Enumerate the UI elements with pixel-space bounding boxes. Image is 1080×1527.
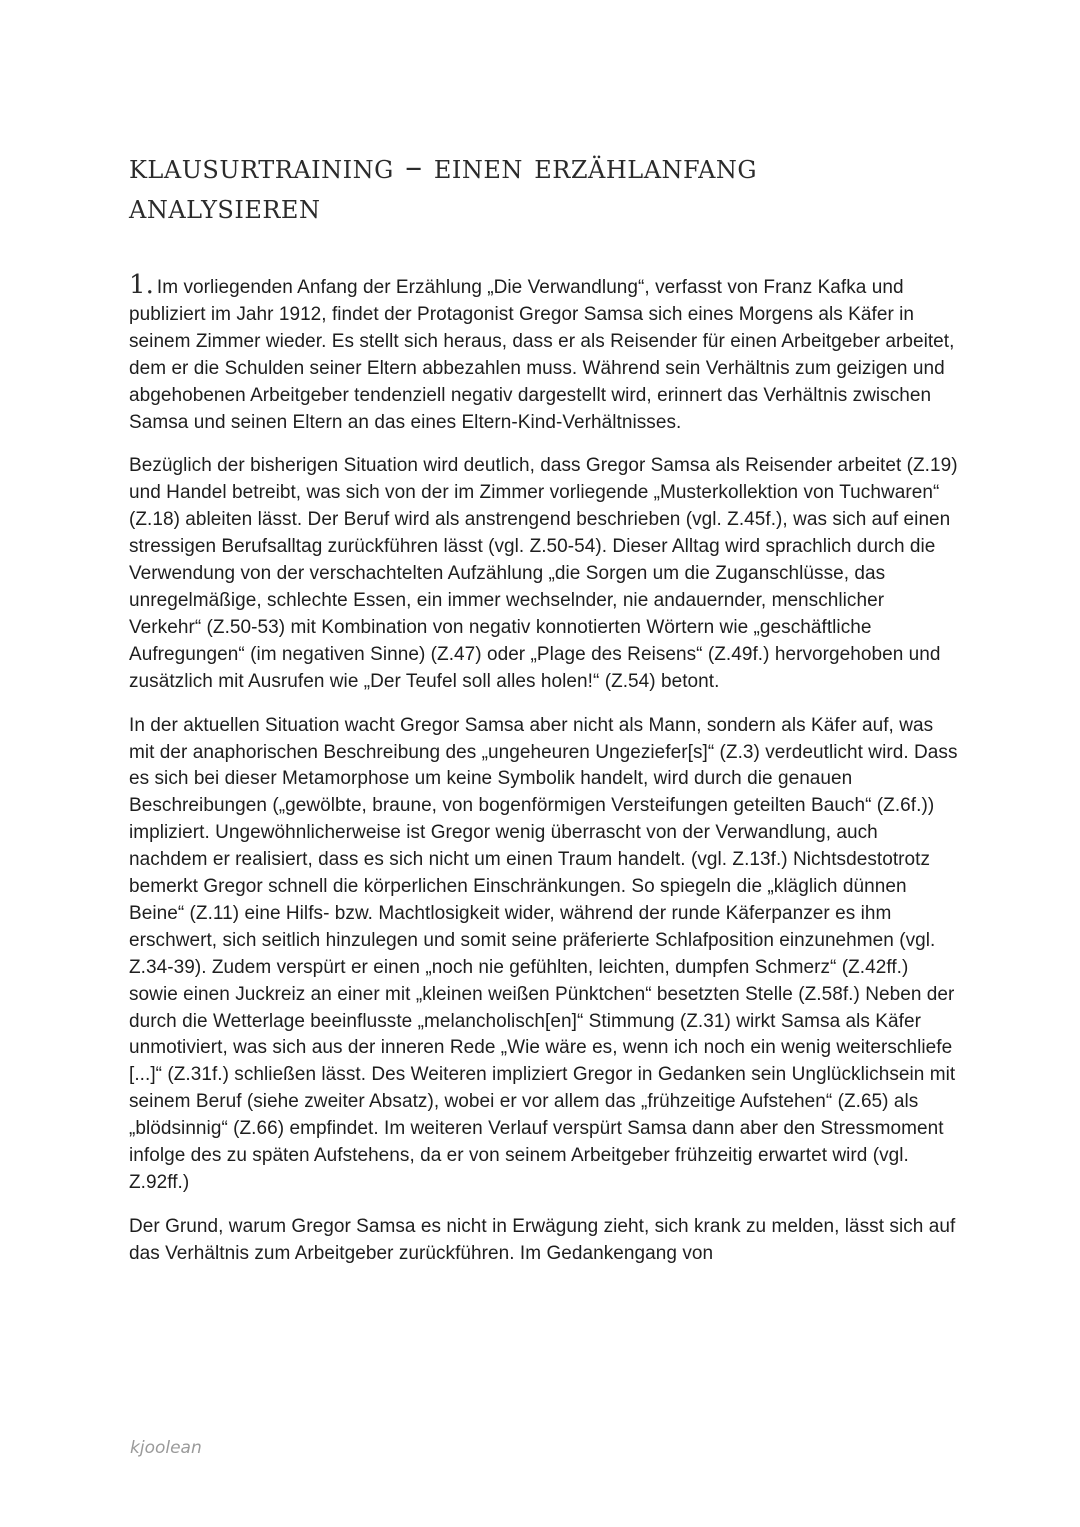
paragraph-3: In der aktuellen Situation wacht Gregor Samsa aber nicht als Mann, sondern als Käfer auf, was mit der anaphorischen Beschreibung des „ungeheuren Ungeziefer[s]“ (Z.3) verdeutlicht wird. Dass es sich bei dieser Metamorphose um keine Symbolik handelt, wird durch die genauen Beschreibungen („gewölbte, braune, von bogenförmigen Versteifungen geteilten Bauch“ (Z.6f.)) impliziert. Ungewöhnlicherweise ist Gregor wenig überrascht von der Verwandlung, auch nachdem er realisiert, dass es sich nicht um einen Traum handelt. (vgl. Z.13f.) Nichtsdestotrotz bemerkt Gregor schnell die körperlichen Einschränkungen. So spiegeln die „kläglich dünnen Beine“ (Z.11) eine Hilfs- bzw. Machtlosigkeit wider, während der runde Käferpanzer es ihm erschwert, sich seitlich hinzulegen und somit seine präferierte Schlafposition einzunehmen (vgl. Z.34-39). Zudem verspürt er einen „noch nie gefühlten, leichten, dumpfen Schmerz“ (Z.42ff.) sowie einen Juckreiz an einer mit „kleinen weißen Pünktchen“ besetzten Stelle (Z.58f.) Neben der durch die Wetterlage beeinflusste „melancholisch[en]“ Stimmung (Z.31) wirkt Samsa als Käfer unmotiviert, was sich aus der inneren Rede „Wie wäre es, wenn ich noch ein wenig weiterschliefe [...]“ (Z.31f.) schließen lässt. Des Weiteren impliziert Gregor in Gedanken sein Unglücklichsein mit seinem Beruf (siehe zweiter Absatz), wobei er vor allem das „frühzeitige Aufstehen“ (Z.65) als „blödsinnig“ (Z.66) empfindet. Im weiteren Verlauf verspürt Samsa dann aber den Stressmoment infolge des zu späten Aufstehens, da er von seinem Arbeitgeber frühzeitig erwartet wird (vgl. Z.92ff.) bbox=[129, 714, 958, 1193]
paragraph-1-text: Im vorliegenden Anfang der Erzählung „Die Verwandlung“, verfasst von Franz Kafka und publiziert im Jahr 1912, findet der Protagonist Gregor Samsa sich eines Morgens als Käfer in seinem Zimmer wieder. Es stellt sich heraus, dass er als Reisender für einen Arbeitgeber arbeitet, dem er die Schulden seiner Eltern abbezahlen muss. Während sein Verhältnis zum geizigen und abgehobenen Arbeitgeber tendenziell negativ dargestellt wird, erinnert das Verhältnis zwischen Samsa und seinen Eltern an das eines Eltern-Kind-Verhältnisses. bbox=[129, 277, 955, 433]
footer-author: kjoolean bbox=[130, 1438, 202, 1458]
document-body bbox=[129, 272, 959, 1285]
paragraph-2: Bezüglich der bisherigen Situation wird deutlich, dass Gregor Samsa als Reisender arbeitet (Z.19) und Handel betreibt, was sich von der im Zimmer vorliegende „Musterkollektion von Tuchwaren“ (Z.18) ableiten lässt. Der Beruf wird als anstrengend beschrieben (vgl. Z.45f.), was sich auf einen stressigen Berufsalltag zurückführen lässt (vgl. Z.50-54). Dieser Alltag wird sprachlich durch die Verwendung von der verschachtelten Aufzählung „die Sorgen um die Zuganschlüsse, das unregelmäßige, schlechte Essen, ein immer wechselnder, nie andauernder, menschlicher Verkehr“ (Z.50-53) mit Kombination von negativ konnotierten Wörtern wie „geschäftliche Aufregungen“ (im negativen Sinne) (Z.47) oder „Plage des Reisens“ (Z.49f.) hervorgehoben und zusätzlich mit Ausrufen wie „Der Teufel soll alles holen!“ (Z.54) betont. bbox=[129, 455, 958, 692]
document-title: klausurtraining – einen erzählanfang analysieren bbox=[129, 147, 758, 227]
paragraph-4: Der Grund, warum Gregor Samsa es nicht in Erwägung zieht, sich krank zu melden, lässt sich auf das Verhältnis zum Arbeitgeber zurückführen. Im Gedankengang von bbox=[129, 1215, 956, 1264]
paragraph-1 bbox=[129, 272, 959, 436]
paragraph-number: 1. bbox=[129, 270, 154, 300]
